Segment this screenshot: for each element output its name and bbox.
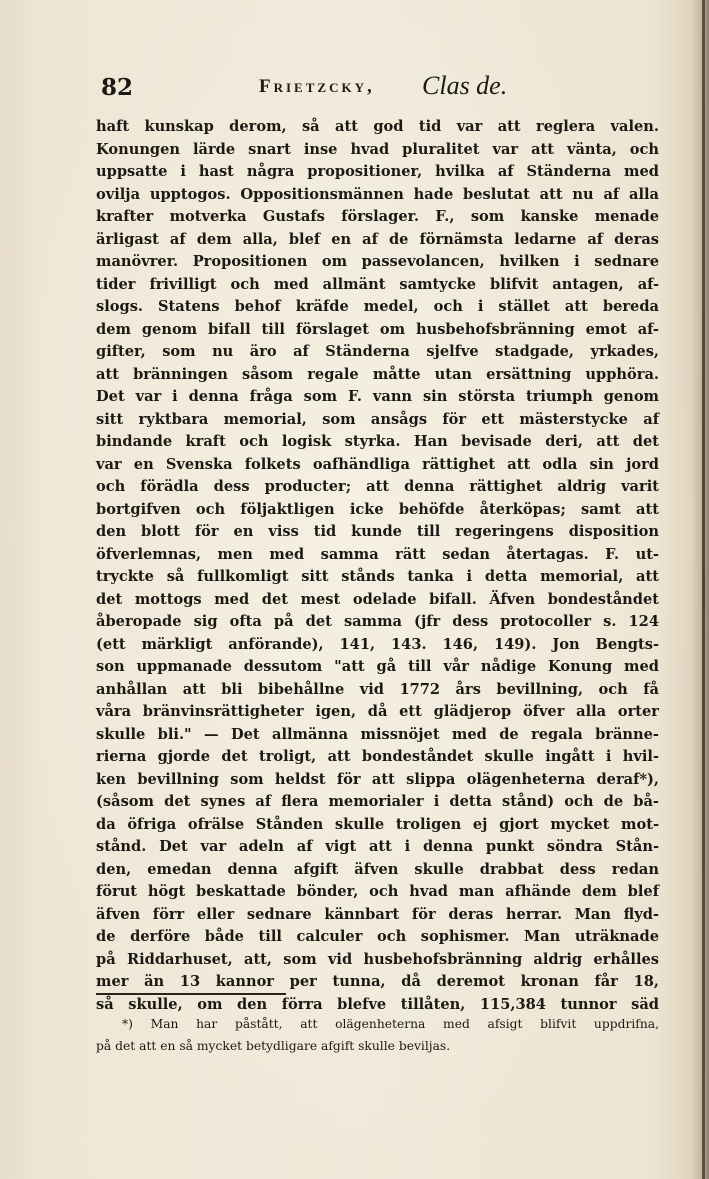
body-line: förut högt beskattade bönder, och hvad man afhände dem blef: [96, 883, 659, 900]
body-line: äfven förr eller sednare kännbart för deras herrar. Man flyd-: [96, 905, 659, 923]
running-head: [101, 70, 661, 110]
body-line: Det var i denna fråga som F. vann sin största triumph genom: [96, 388, 659, 405]
body-line: haft kunskap derom, så att god tid var att reglera valen.: [96, 118, 659, 135]
body-line: den, emedan denna afgift äfven skulle drabbat dess redan: [96, 860, 659, 878]
body-line: och förädla dess producter; att denna rättighet aldrig varit: [96, 478, 659, 495]
body-line: ärligast af dem alla, blef en af de förnämsta ledarne af deras: [96, 230, 659, 248]
body-line: da öfriga ofrälse Stånden skulle troligen ej gjort mycket mot-: [96, 815, 659, 833]
body-text: [96, 116, 659, 1016]
page-number: 82: [101, 74, 134, 101]
body-line: tider frivilligt och med allmänt samtycke blifvit antagen, af-: [96, 275, 659, 293]
body-line: anhållan att bli bibehållne vid 1772 års bevillning, och få: [96, 680, 659, 698]
body-line: var en Svenska folkets oafhändliga rättighet att odla sin jord: [96, 455, 659, 473]
page-edge-binding: [702, 0, 705, 1179]
body-line: bindande kraft och logisk styrka. Han bevisade deri, att det: [96, 433, 659, 450]
body-line: Konungen lärde snart inse hvad pluralitet var att vänta, och: [96, 140, 659, 158]
body-line: krafter motverka Gustafs förslager. F., som kanske menade: [96, 208, 659, 225]
body-line: skulle bli." — Det allmänna missnöjet med de regala bränne-: [96, 725, 659, 743]
footnote-line: på det att en så mycket betydligare afgift skulle beviljas.: [96, 1039, 451, 1053]
body-line: gifter, som nu äro af Ständerna sjelfve stadgade, yrkades,: [96, 343, 659, 360]
body-line: de derföre både till calculer och sophismer. Man uträknade: [96, 928, 659, 945]
body-line: åberopade sig ofta på det samma (jfr dess protocoller s. 124: [96, 613, 659, 630]
body-line: (såsom det synes af flera memorialer i detta stånd) och de bå-: [96, 793, 659, 810]
body-line: tryckte så fullkomligt sitt stånds tanka i detta memorial, att: [96, 568, 659, 585]
body-line: uppsatte i hast några propositioner, hvilka af Ständerna med: [96, 163, 659, 180]
body-line: stånd. Det var adeln af vigt att i denna punkt söndra Stån-: [96, 838, 659, 855]
body-line: det mottogs med det mest odelade bifall. Äfven bondeståndet: [96, 590, 659, 608]
body-line: son uppmanade dessutom "att gå till vår nådige Konung med: [96, 658, 659, 675]
body-line: rierna gjorde det troligt, att bondeståndet skulle ingått i hvil-: [96, 748, 659, 765]
header-italic-name: Clas de.: [422, 71, 508, 100]
footnote: [96, 1013, 659, 1057]
footnote-line: *) Man har påstått, att olägenheterna med afsigt blifvit uppdrifna,: [122, 1017, 659, 1031]
body-line: på Riddarhuset, att, som vid husbehofsbränning aldrig erhålles: [96, 950, 659, 968]
body-line: ken bevillning som heldst för att slippa olägenheterna deraf*),: [96, 770, 659, 788]
body-line: bortgifven och följaktligen icke behöfde återköpas; samt att: [96, 500, 659, 518]
body-line: dem genom bifall till förslaget om husbehofsbränning emot af-: [96, 320, 659, 338]
body-line: att bränningen såsom regale måtte utan ersättning upphöra.: [96, 365, 659, 383]
body-line: manövrer. Propositionen om passevolancen, hvilken i sednare: [96, 253, 659, 270]
body-line: (ett märkligt anförande), 141, 143. 146, 149). Jon Bengts-: [96, 635, 659, 653]
body-line: mer än 13 kannor per tunna, då deremot kronan får 18,: [96, 973, 659, 990]
body-line: sitt ryktbara memorial, som ansågs för ett mästerstycke af: [96, 410, 659, 428]
body-line: våra bränvinsrättigheter igen, då ett glädjerop öfver alla orter: [96, 703, 659, 720]
body-line: den blott för en viss tid kunde till regeringens disposition: [96, 523, 659, 540]
header-name: Frietzcky,: [259, 76, 375, 97]
body-line: slogs. Statens behof kräfde medel, och i stället att bereda: [96, 298, 659, 315]
body-line: ovilja upptogos. Oppositionsmännen hade beslutat att nu af alla: [96, 185, 659, 203]
page-edge-shadow: [691, 0, 709, 1179]
body-line: öfverlemnas, men med samma rätt sedan återtagas. F. ut-: [96, 545, 659, 563]
footnote-rule: [96, 993, 286, 995]
body-line: så skulle, om den förra blefve tillåten, 115,384 tunnor säd: [96, 995, 659, 1013]
